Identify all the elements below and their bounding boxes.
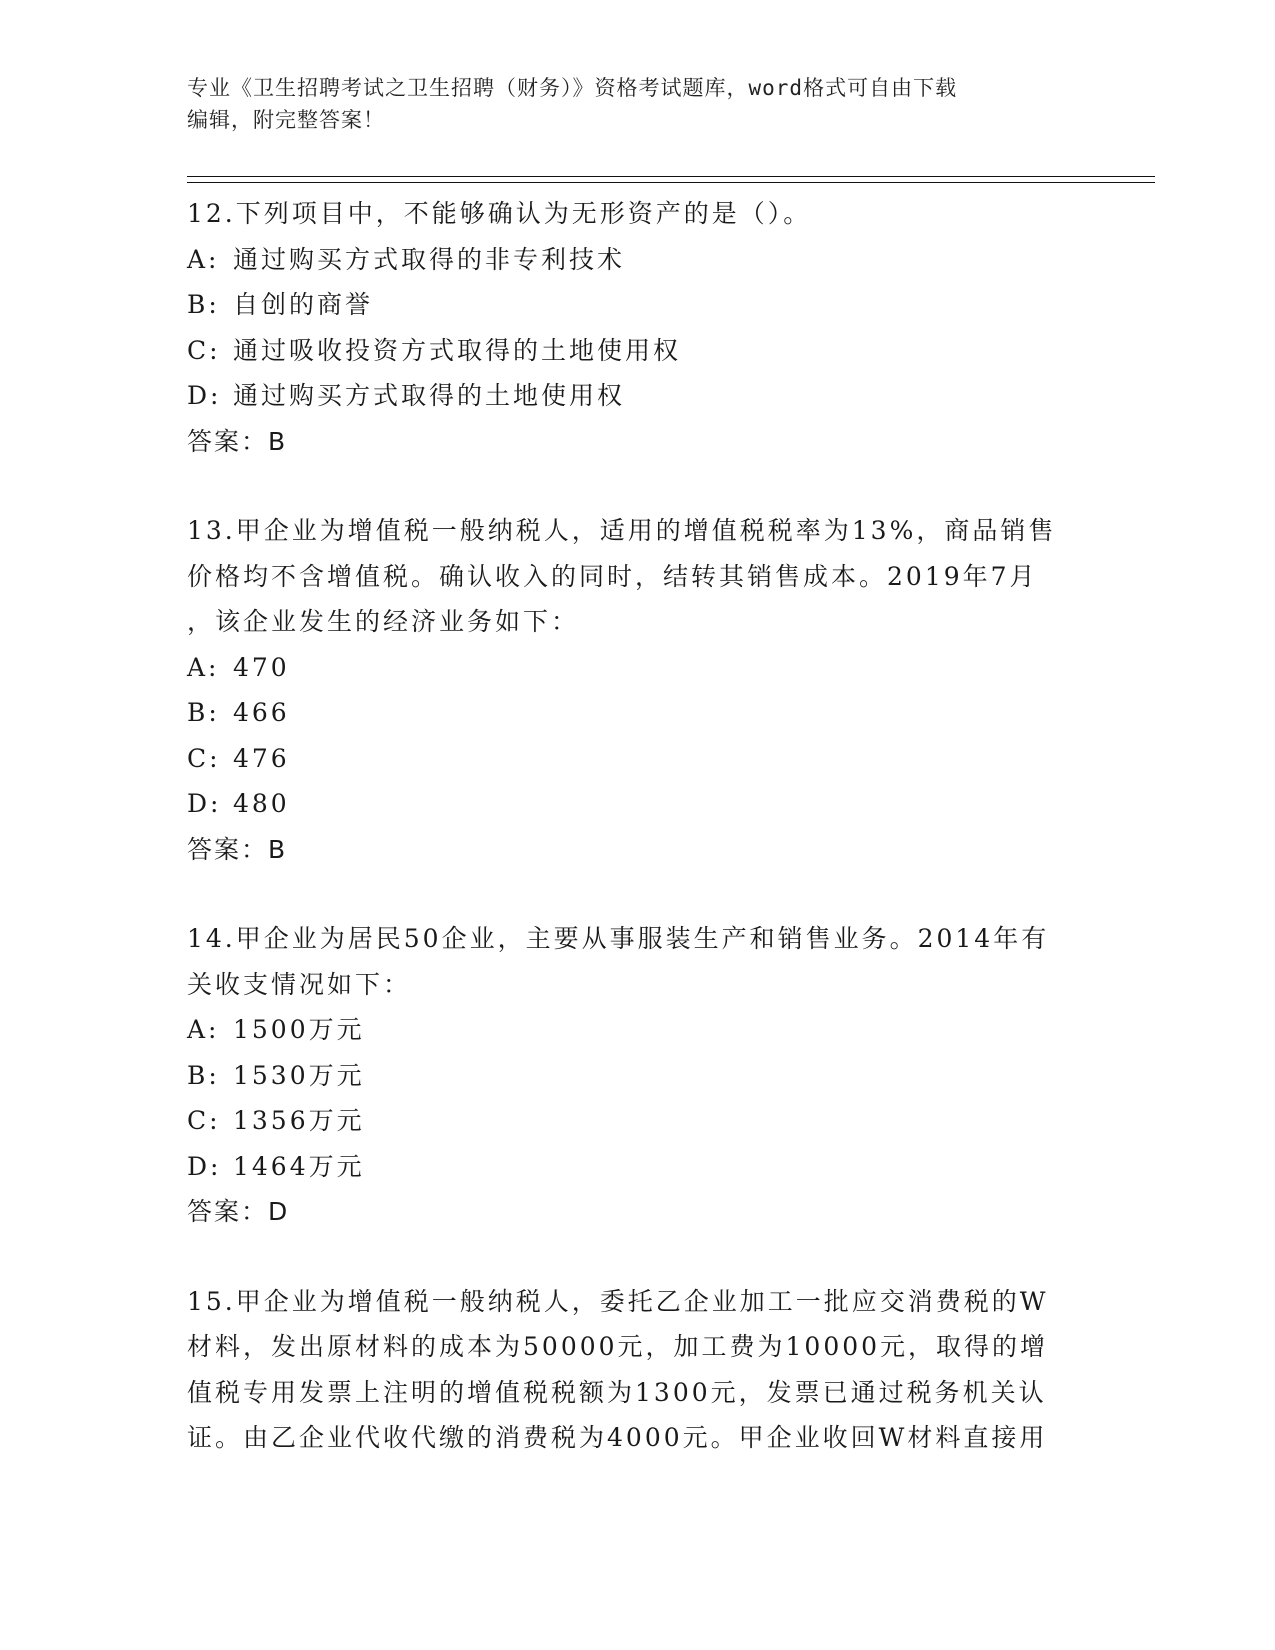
- question-text-line: ，该企业发生的经济业务如下：: [187, 607, 580, 636]
- option-text: 470: [233, 652, 290, 682]
- option-text: 1530万元: [233, 1060, 365, 1090]
- option-text: 通过吸收投资方式取得的土地使用权: [233, 335, 682, 365]
- option-letter: A:: [187, 244, 220, 274]
- header-divider-top: [187, 176, 1155, 177]
- option-letter: C:: [187, 1106, 221, 1135]
- option-letter: C:: [187, 743, 221, 773]
- option-d: [187, 781, 1087, 827]
- header-line-2: 编辑，附完整答案！: [187, 108, 385, 132]
- option-c: [187, 736, 1087, 782]
- question-text-line: 价格均不含增值税。确认收入的同时，结转其销售成本。2019年7月: [187, 561, 1038, 591]
- option-letter: B:: [187, 290, 220, 319]
- option-a: [187, 237, 1087, 283]
- question-14: [187, 916, 1087, 1235]
- option-b: [187, 282, 1087, 328]
- question-13: [187, 508, 1087, 872]
- question-text-line: 关收支情况如下：: [187, 969, 412, 999]
- question-12: [187, 191, 1087, 464]
- option-d: [187, 373, 1087, 419]
- option-text: 1464万元: [233, 1151, 365, 1181]
- answer-label: 答案：B: [187, 834, 288, 864]
- answer-label: 答案：B: [187, 426, 288, 456]
- option-letter: A:: [187, 652, 220, 682]
- option-b: [187, 1053, 1087, 1099]
- question-15: [187, 1279, 1087, 1461]
- option-letter: A:: [187, 1015, 220, 1044]
- option-a: [187, 645, 1087, 691]
- option-text: 476: [233, 743, 290, 773]
- option-letter: B:: [187, 1060, 220, 1090]
- question-text-line: 证。由乙企业代收代缴的消费税为4000元。甲企业收回W材料直接用: [187, 1423, 1048, 1452]
- question-text: 12.下列项目中，不能够确认为无形资产的是（）。: [187, 199, 812, 228]
- option-c: [187, 1098, 1087, 1144]
- option-text: 1356万元: [233, 1106, 365, 1135]
- question-list: [187, 191, 1087, 1505]
- option-letter: C:: [187, 335, 221, 365]
- option-text: 1500万元: [233, 1015, 365, 1044]
- option-b: [187, 690, 1087, 736]
- question-text-line: 14.甲企业为居民50企业，主要从事服装生产和销售业务。2014年有: [187, 924, 1050, 953]
- option-c: [187, 328, 1087, 374]
- option-d: [187, 1144, 1087, 1190]
- option-letter: D:: [187, 1151, 222, 1181]
- option-letter: D:: [187, 381, 222, 410]
- option-text: 480: [233, 789, 290, 818]
- option-text: 自创的商誉: [233, 290, 374, 319]
- option-text: 通过购买方式取得的非专利技术: [233, 244, 626, 274]
- question-text-line: 13.甲企业为增值税一般纳税人，适用的增值税税率为13%，商品销售: [187, 516, 1057, 545]
- option-letter: B:: [187, 698, 220, 727]
- document-header: [187, 72, 1067, 136]
- question-text-line: 值税专用发票上注明的增值税税额为1300元，发票已通过税务机关认: [187, 1377, 1047, 1407]
- question-text-line: 材料，发出原材料的成本为50000元，加工费为10000元，取得的增: [187, 1332, 1049, 1361]
- header-line-1: 专业《卫生招聘考试之卫生招聘（财务）》资格考试题库，word格式可自由下载: [187, 76, 958, 100]
- option-text: 通过购买方式取得的土地使用权: [233, 381, 626, 410]
- answer-label: 答案：D: [187, 1197, 290, 1226]
- option-letter: D:: [187, 789, 222, 818]
- option-text: 466: [233, 698, 290, 727]
- header-divider-bottom: [187, 182, 1155, 183]
- question-text-line: 15.甲企业为增值税一般纳税人，委托乙企业加工一批应交消费税的W: [187, 1286, 1049, 1316]
- option-a: [187, 1007, 1087, 1053]
